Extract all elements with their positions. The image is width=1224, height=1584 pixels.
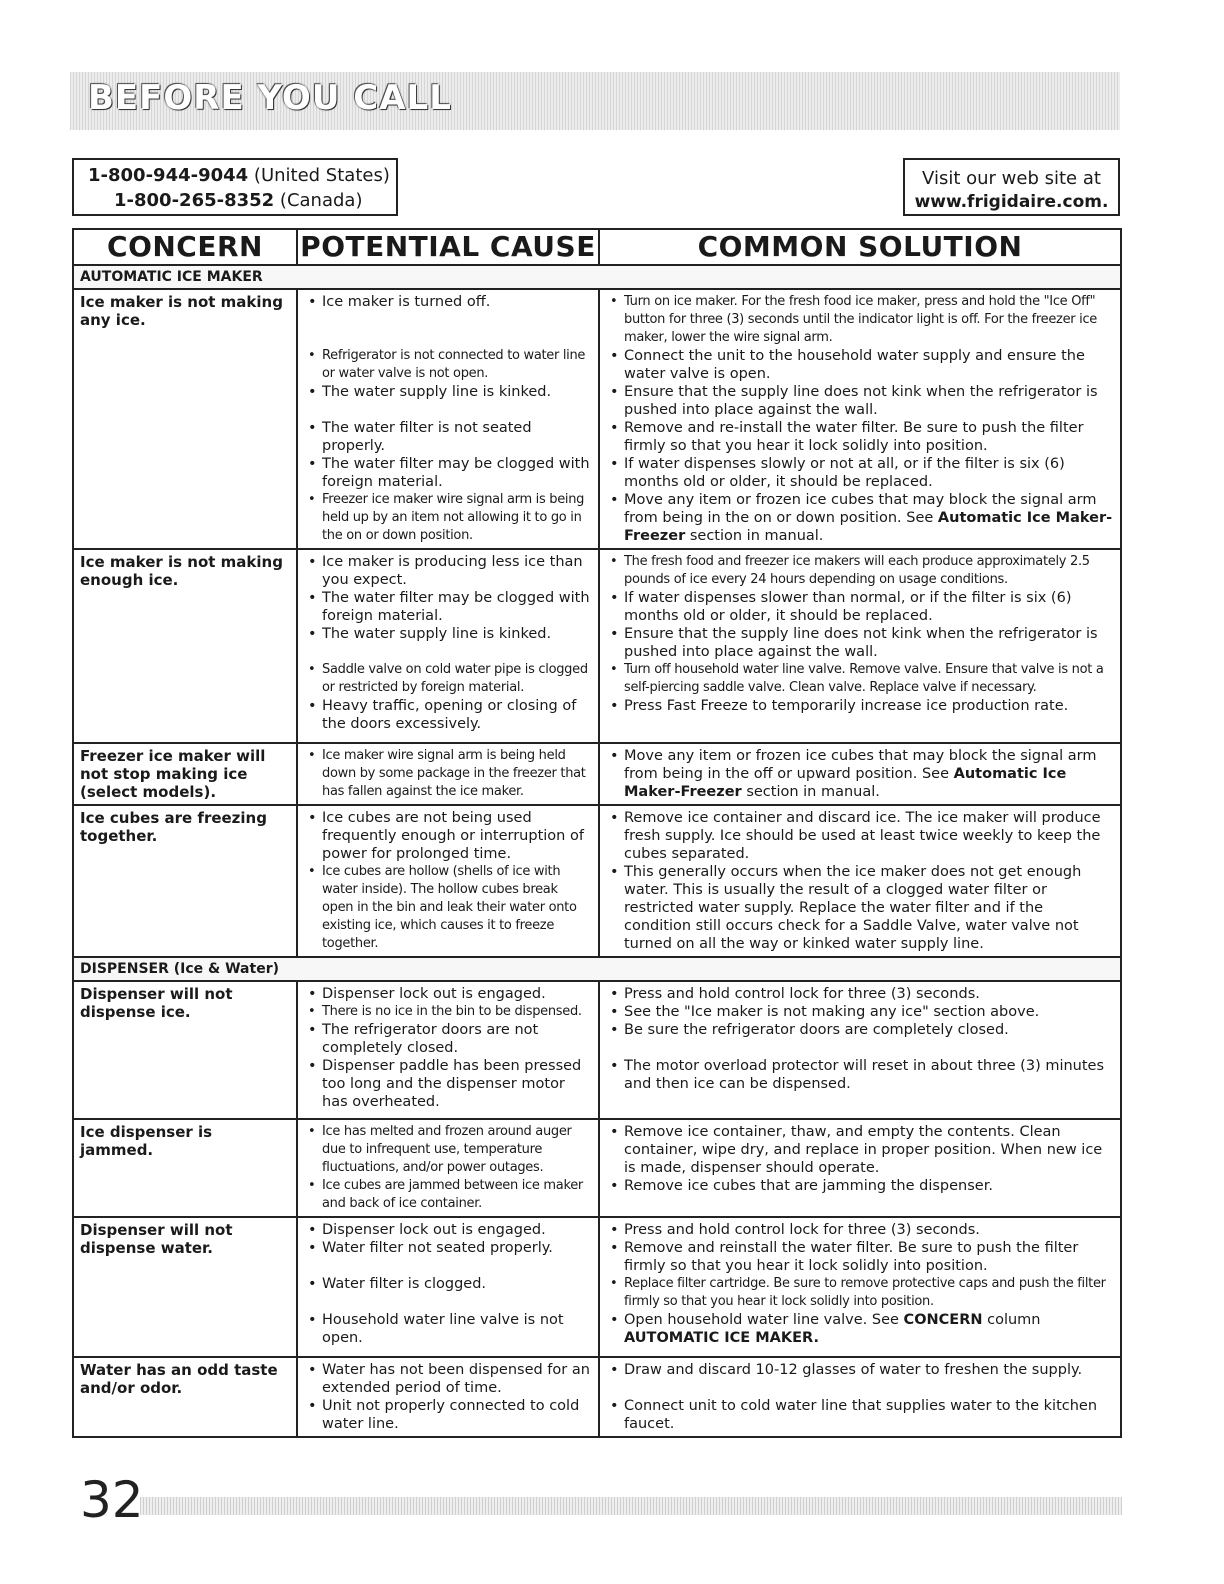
concern-cell: Ice dispenser is jammed. — [73, 1119, 297, 1217]
column-header-concern: CONCERN — [73, 229, 297, 265]
section-row-ice-maker — [73, 265, 1121, 289]
solution-cell — [599, 1357, 1121, 1437]
solution-item: • If water dispenses slower than normal, or if the filter is six (6) months old or older, it should be replaced. — [606, 589, 1114, 625]
cause-item: • Ice cubes are jammed between ice maker and back of ice container. — [304, 1177, 592, 1213]
cause-item: • Saddle valve on cold water pipe is clogged or restricted by foreign material. — [304, 661, 592, 697]
solution-item: • Turn on ice maker. For the fresh food ice maker, press and hold the "Ice Off" button for three (3) seconds until the indicator light is off. For the freezer ice maker, lower the wire signal arm. — [606, 293, 1114, 347]
cause-item: • The water filter is not seated properly. — [304, 419, 592, 455]
cause-item: • The water supply line is kinked. — [304, 383, 592, 401]
solution-item: • See the "Ice maker is not making any ice" section above. — [606, 1003, 1114, 1021]
solution-text: column — [987, 1312, 1041, 1328]
cause-cell — [297, 1357, 599, 1437]
page-title: BEFORE YOU CALL — [88, 78, 452, 118]
us-phone-number: 1-800-944-9044 — [88, 165, 249, 186]
solution-item: • If water dispenses slowly or not at all, or if the filter is six (6) months old or older, it should be replaced. — [606, 455, 1114, 491]
cause-item: • Refrigerator is not connected to water line or water valve is not open. — [304, 347, 592, 383]
cause-item: • Ice maker is turned off. — [304, 293, 592, 311]
column-reference: CONCERN — [903, 1312, 983, 1328]
column-header-solution: COMMON SOLUTION — [599, 229, 1121, 265]
manual-reference: Automatic Ice Maker-Freezer — [624, 766, 1067, 800]
solution-cell — [599, 743, 1121, 805]
section-title: DISPENSER (Ice & Water) — [73, 957, 1121, 981]
cause-cell — [297, 981, 599, 1119]
manual-reference: Automatic Ice Maker-Freezer — [624, 510, 1113, 544]
table-row — [73, 1357, 1121, 1437]
cause-item: • Water filter is clogged. — [304, 1275, 592, 1293]
solution-item: • Remove ice container, thaw, and empty the contents. Clean container, wipe dry, and replace in proper position. When new ice is made, dispenser should operate. — [606, 1123, 1114, 1177]
canada-phone-number: 1-800-265-8352 — [114, 190, 275, 211]
cause-cell — [297, 289, 599, 549]
solution-cell — [599, 549, 1121, 743]
table-row — [73, 743, 1121, 805]
solution-item: • Remove and reinstall the water filter. Be sure to push the filter firmly so that you hear it lock solidly into position. — [606, 1239, 1114, 1275]
solution-item: • Remove ice cubes that are jamming the dispenser. — [606, 1177, 1114, 1195]
concern-cell: Ice maker is not making any ice. — [73, 289, 297, 549]
solution-text: section in manual. — [746, 784, 880, 800]
table-row — [73, 981, 1121, 1119]
solution-item — [606, 491, 1114, 545]
solution-item: • Ensure that the supply line does not kink when the refrigerator is pushed into place against the wall. — [606, 383, 1114, 419]
cause-cell — [297, 1119, 599, 1217]
cause-item: • There is no ice in the bin to be dispensed. — [304, 1003, 592, 1021]
solution-item: • Remove and re-install the water filter. Be sure to push the filter firmly so that you hear it lock solidly into position. — [606, 419, 1114, 455]
footer-bar — [140, 1497, 1122, 1515]
solution-item: • Press and hold control lock for three (3) seconds. — [606, 1221, 1114, 1239]
cause-cell — [297, 743, 599, 805]
concern-cell: Ice maker is not making enough ice. — [73, 549, 297, 743]
solution-item: • Draw and discard 10-12 glasses of water to freshen the supply. — [606, 1361, 1114, 1379]
cause-item: • Freezer ice maker wire signal arm is being held up by an item not allowing it to go in the on or down position. — [304, 491, 592, 545]
cause-item: • Unit not properly connected to cold water line. — [304, 1397, 592, 1433]
solution-item: • This generally occurs when the ice maker does not get enough water. This is usually the result of a clogged water filter or restricted water supply. Replace the water filter and if the condition still occurs check for a Saddle Valve, water valve not turned on all the way or kinked water supply line. — [606, 863, 1114, 953]
solution-text: Move any item or frozen ice cubes that may block the signal arm from being in the on or down position. See — [624, 492, 1097, 526]
cause-item: • Water has not been dispensed for an extended period of time. — [304, 1361, 592, 1397]
troubleshooting-table — [72, 228, 1122, 1438]
cause-item: • Ice maker is producing less ice than you expect. — [304, 553, 592, 589]
table-row — [73, 549, 1121, 743]
solution-item: • Replace filter cartridge. Be sure to remove protective caps and push the filter firmly so that you hear it lock solidly into position. — [606, 1275, 1114, 1311]
cause-item: • The water filter may be clogged with foreign material. — [304, 589, 592, 625]
solution-cell — [599, 289, 1121, 549]
cause-item: • Heavy traffic, opening or closing of the doors excessively. — [304, 697, 592, 733]
solution-item — [606, 747, 1114, 801]
section-row-dispenser — [73, 957, 1121, 981]
solution-item: • Ensure that the supply line does not kink when the refrigerator is pushed into place against the wall. — [606, 625, 1114, 661]
solution-item — [606, 1311, 1114, 1347]
table-row — [73, 289, 1121, 549]
cause-item: • The water supply line is kinked. — [304, 625, 592, 643]
cause-cell — [297, 549, 599, 743]
concern-cell: Ice cubes are freezing together. — [73, 805, 297, 957]
solution-text: Open household water line valve. See — [624, 1312, 899, 1328]
solution-cell — [599, 805, 1121, 957]
solution-cell — [599, 1217, 1121, 1357]
solution-cell — [599, 981, 1121, 1119]
solution-item: • Connect the unit to the household water supply and ensure the water valve is open. — [606, 347, 1114, 383]
concern-cell: Dispenser will not dispense ice. — [73, 981, 297, 1119]
solution-item: • The motor overload protector will reset in about three (3) minutes and then ice can be dispensed. — [606, 1057, 1114, 1093]
solution-item: • Be sure the refrigerator doors are completely closed. — [606, 1021, 1114, 1039]
us-phone-label: (United States) — [253, 165, 390, 186]
cause-cell — [297, 805, 599, 957]
cause-item: • Ice maker wire signal arm is being held down by some package in the freezer that has fallen against the ice maker. — [304, 747, 592, 801]
solution-item: • The fresh food and freezer ice makers will each produce approximately 2.5 pounds of ice every 24 hours depending on usage conditions. — [606, 553, 1114, 589]
cause-item: • Dispenser lock out is engaged. — [304, 985, 592, 1003]
cause-item: • The refrigerator doors are not completely closed. — [304, 1021, 592, 1057]
solution-item: • Remove ice container and discard ice. The ice maker will produce fresh supply. Ice should be used at least twice weekly to keep the cubes separated. — [606, 809, 1114, 863]
solution-text: section in manual. — [689, 528, 824, 544]
cause-item: • Ice cubes are hollow (shells of ice with water inside). The hollow cubes break open in the bin and leak their water onto existing ice, which causes it to freeze together. — [304, 863, 592, 953]
concern-cell: Freezer ice maker will not stop making ice (select models). — [73, 743, 297, 805]
cause-item: • The water filter may be clogged with foreign material. — [304, 455, 592, 491]
us-phone-line — [88, 164, 390, 188]
cause-item: • Ice cubes are not being used frequently enough or interruption of power for prolonged time. — [304, 809, 592, 863]
section-title: AUTOMATIC ICE MAKER — [73, 265, 1121, 289]
cause-item: • Household water line valve is not open. — [304, 1311, 592, 1347]
cause-item: • Dispenser lock out is engaged. — [304, 1221, 592, 1239]
solution-text: Move any item or frozen ice cubes that may block the signal arm from being in the off or upward position. See — [624, 748, 1097, 782]
cause-cell — [297, 1217, 599, 1357]
page-number: 32 — [80, 1471, 144, 1529]
website-box — [903, 158, 1120, 216]
table-row — [73, 1119, 1121, 1217]
concern-cell: Dispenser will not dispense water. — [73, 1217, 297, 1357]
table-row — [73, 805, 1121, 957]
phone-contact-box — [72, 158, 398, 216]
website-link[interactable]: www.frigidaire.com. — [914, 192, 1109, 212]
solution-item: • Press and hold control lock for three (3) seconds. — [606, 985, 1114, 1003]
solution-cell — [599, 1119, 1121, 1217]
website-caption: Visit our web site at — [922, 168, 1101, 189]
concern-cell: Water has an odd taste and/or odor. — [73, 1357, 297, 1437]
column-header-cause: POTENTIAL CAUSE — [297, 229, 599, 265]
solution-item: • Turn off household water line valve. Remove valve. Ensure that valve is not a self-piercing saddle valve. Clean valve. Replace valve if necessary. — [606, 661, 1114, 697]
cause-item: • Water filter not seated properly. — [304, 1239, 592, 1257]
section-reference: AUTOMATIC ICE MAKER. — [624, 1330, 819, 1346]
header-banner — [70, 72, 1120, 130]
canada-phone-label: (Canada) — [279, 190, 363, 211]
solution-item: • Press Fast Freeze to temporarily increase ice production rate. — [606, 697, 1114, 715]
solution-item: • Connect unit to cold water line that supplies water to the kitchen faucet. — [606, 1397, 1114, 1433]
canada-phone-line — [114, 189, 362, 213]
cause-item: • Ice has melted and frozen around auger due to infrequent use, temperature fluctuations, and/or power outages. — [304, 1123, 592, 1177]
column-header-row — [73, 229, 1121, 265]
cause-item: • Dispenser paddle has been pressed too long and the dispenser motor has overheated. — [304, 1057, 592, 1111]
table-row — [73, 1217, 1121, 1357]
